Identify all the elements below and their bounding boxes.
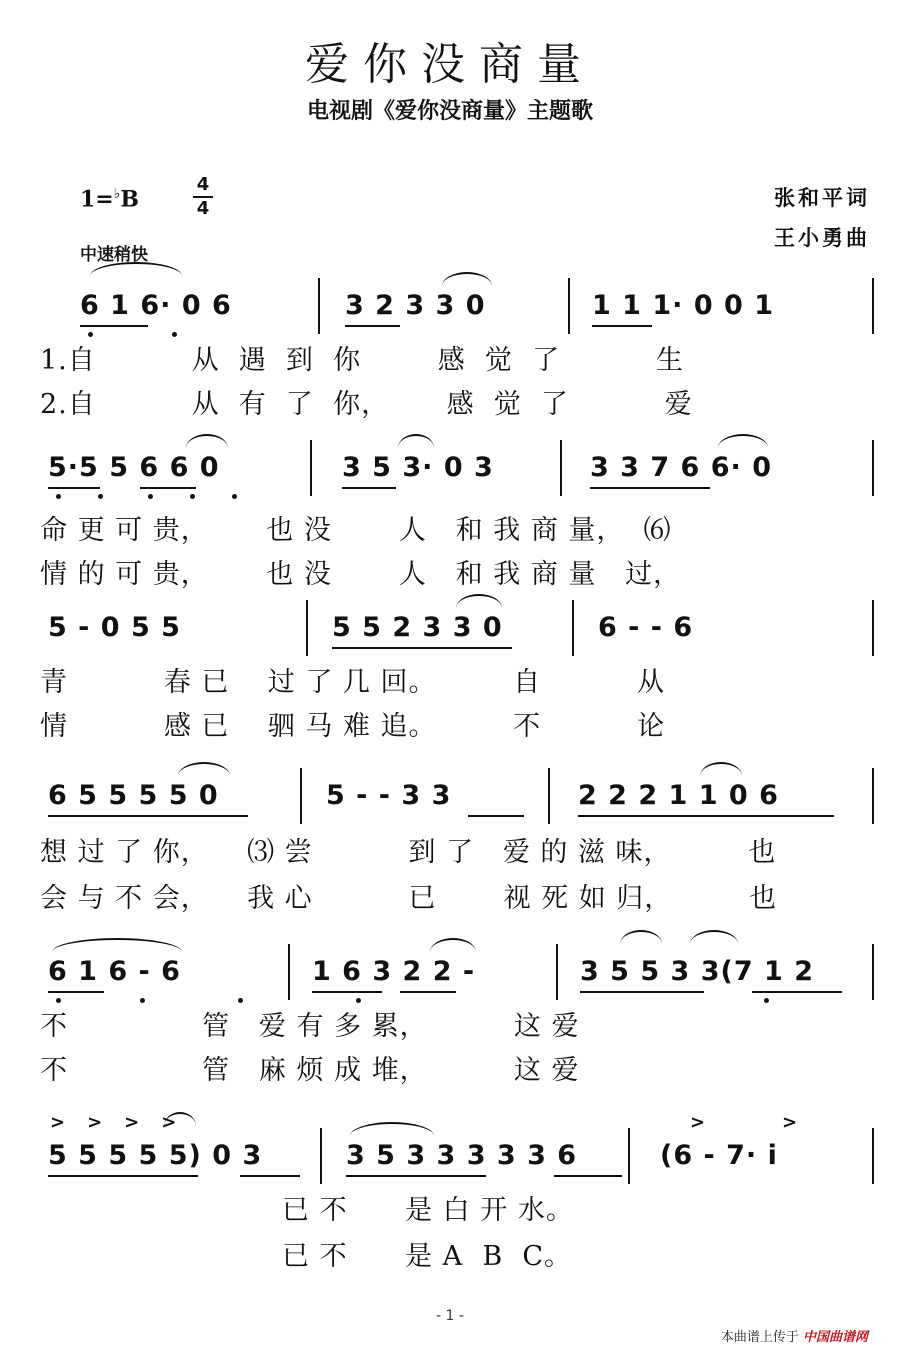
measure-notes: 5 5 5 5 5) 0 3 [48,1140,263,1171]
measure-notes: 5 - 0 5 5 [48,612,181,643]
low-octave-dot [172,332,177,337]
tempo-marking: 中速稍快 [80,245,148,265]
site-logo-text: 中国曲谱网 [802,1330,868,1345]
tie [186,434,228,448]
beam [48,815,248,817]
page-number: - 1 - [436,1308,464,1324]
measure-notes: 5 - - 3 3 [326,780,452,811]
lyric-verse-2: 情 的 可 贵， 也 没 人 和 我 商 量 过， [40,559,682,590]
flat-sign: ♭ [113,186,121,202]
bar-line [572,600,574,656]
beam [468,815,524,817]
beam [554,1175,622,1177]
slur [620,930,662,944]
bar-line [872,440,874,496]
footer-text: 本曲谱上传于 [720,1330,799,1345]
bar-line [288,944,290,1000]
beam [592,325,652,327]
upload-credit [721,1326,868,1345]
beam [345,325,400,327]
slur [398,434,434,448]
time-top: 4 [196,174,210,195]
bar-line [306,600,308,656]
measure-notes: 5·5 5 6 6 0 [48,452,220,483]
composer-credit: 王小勇曲 [774,225,870,250]
measure-notes: 1 6 3 2 2 - [312,956,476,987]
accent-mark: > [782,1112,798,1133]
beam [332,647,512,649]
tie [718,434,768,448]
lyricist-credit: 张和平词 [774,185,870,210]
tie [430,938,476,952]
tie [442,272,492,286]
measure-notes: (6 - 7· i [660,1140,778,1171]
beam [80,325,148,327]
beam [48,991,104,993]
beam [342,487,396,489]
lyric-verse-2: 不 管 麻 烦 成 堆， 这 爱 [40,1055,580,1086]
bar-line [560,440,562,496]
lyric-verse-1: 命 更 可 贵， 也 没 人 和 我 商 量， ⑹ [40,515,672,546]
measure-notes: 3 5 3· 0 3 [342,452,494,483]
bar-line [628,1128,630,1184]
lyric-verse-2: 会 与 不 会， 我 心 已 视 死 如 归， 也 [40,883,777,914]
beam [346,1175,486,1177]
beam [580,991,704,993]
beam [578,815,834,817]
lyric-verse-2: 2.自 从 有 了 你， 感 觉 了 爱 [40,389,693,420]
tie [456,594,502,608]
measure-notes: 6 - - 6 [598,612,694,643]
lyric-verse-1: 已 不 是 白 开 水。 [282,1195,574,1226]
bar-line [300,768,302,824]
beam [240,1175,300,1177]
low-octave-dot [98,494,103,499]
tie [700,762,742,776]
beam [48,1175,198,1177]
low-octave-dot [238,998,243,1003]
bar-line [556,944,558,1000]
low-octave-dot [356,998,361,1003]
lyric-verse-1: 想 过 了 你， ⑶ 尝 到 了 爱 的 滋 味， 也 [40,837,777,868]
time-signature [192,174,214,220]
measure-notes: 3 2 3 3 0 [345,290,486,321]
measure-notes: 6 1 6· 0 6 [80,290,232,321]
beam [312,991,382,993]
low-octave-dot [56,998,61,1003]
measure-notes: 3 3 7 6 6· 0 [590,452,772,483]
time-bottom: 4 [196,198,210,219]
bar-line [872,1128,874,1184]
song-subtitle: 电视剧《爱你没商量》主题歌 [306,98,593,124]
beam [590,487,710,489]
measure-notes: 1 1 1· 0 0 1 [592,290,774,321]
tie [178,762,230,776]
lyric-verse-2: 情 感 已 驷 马 难 追。 不 论 [40,711,665,742]
beam [140,487,196,489]
low-octave-dot [190,494,195,499]
bar-line [872,600,874,656]
measure-notes: 3 5 3 3 3 3 3 6 [346,1140,578,1171]
low-octave-dot [88,332,93,337]
bar-line [872,944,874,1000]
slur [690,930,738,944]
key-signature [80,186,139,212]
lyric-verse-1: 1.自 从 遇 到 你 感 觉 了 生 [40,345,684,376]
bar-line [872,278,874,334]
measure-notes: 2 2 2 1 1 0 6 [578,780,779,811]
lyric-verse-1: 不 管 爱 有 多 累， 这 爱 [40,1011,580,1042]
key-prefix: 1= [80,186,114,213]
bar-line [320,1128,322,1184]
measure-notes: 6 1 6 - 6 [48,956,181,987]
low-octave-dot [764,998,769,1003]
slur [52,938,182,952]
slur [350,1122,434,1136]
bar-line [318,278,320,334]
beam [752,991,842,993]
bar-line [568,278,570,334]
key-note: B [120,186,139,213]
lyric-verse-1: 青 春 已 过 了 几 回。 自 从 [40,667,665,698]
measure-notes: 3 5 5 3 3(7 1 2 [580,956,815,987]
low-octave-dot [148,494,153,499]
beam [400,991,456,993]
low-octave-dot [232,494,237,499]
measure-notes: 5 5 2 3 3 0 [332,612,503,643]
song-title: 爱你没商量 [305,39,595,90]
bar-line [548,768,550,824]
bar-line [872,768,874,824]
low-octave-dot [140,998,145,1003]
lyric-verse-2: 已 不 是 A B C。 [282,1241,572,1272]
accent-mark: > [690,1112,706,1133]
beam [48,487,100,489]
bar-line [310,440,312,496]
low-octave-dot [56,494,61,499]
accent-marks: >>>> [50,1112,199,1133]
measure-notes: 6 5 5 5 5 0 [48,780,219,811]
